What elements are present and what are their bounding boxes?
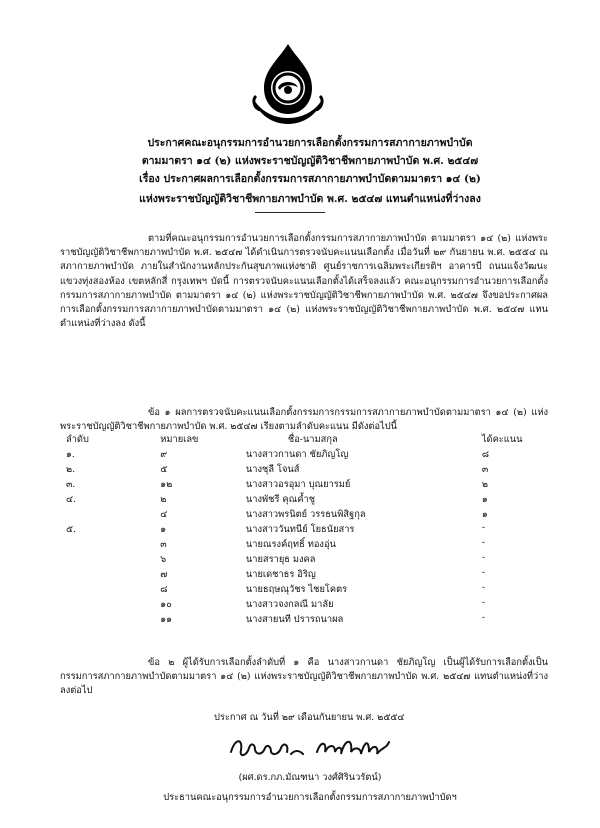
name-cell: นางสาวพรนิตย์ วรรธนพิสิฐกุล — [245, 509, 366, 520]
number-cell: ๖ — [160, 554, 167, 565]
announcement-subject-cont: แห่งพระราชบัญญัติวิชาชีพกายภาพบำบัด พ.ศ. ๒๕๔๗ แทนตำแหน่งที่ว่างลง — [139, 193, 481, 205]
name-cell: นายธฤษณุวัชร ไชยโคตร — [245, 584, 348, 595]
signer-title: ประธานคณะอนุกรรมการอำนวยการเลือกตั้งกรรมการสภากายภาพบำบัดฯ — [163, 792, 457, 803]
number-cell: ๑๐ — [160, 599, 172, 610]
table-row — [60, 537, 550, 552]
number-cell: ๗ — [160, 569, 168, 580]
table-row — [60, 567, 550, 582]
votes-cell: ๑ — [481, 494, 488, 505]
title-divider — [255, 212, 325, 213]
rank-cell: ๑. — [66, 449, 75, 460]
announcement-date: ประกาศ ณ วันที่ ๒๙ เดือนกันยายน พ.ศ. ๒๕๕๔ — [214, 712, 405, 723]
table-row — [60, 552, 550, 567]
number-cell: ๑๒ — [160, 479, 173, 490]
rank-cell — [60, 612, 136, 627]
number-cell: ๑๑ — [160, 614, 173, 625]
votes-cell: ๑ — [481, 509, 488, 520]
name-cell: นางพัชรี คุณค้ำชู — [245, 494, 316, 505]
number-cell: ๑ — [160, 524, 167, 535]
votes-cell: ๒ — [481, 479, 489, 490]
votes-cell: - — [481, 567, 486, 578]
results-table — [60, 432, 550, 627]
rank-cell: ๔. — [66, 494, 76, 505]
header-number: หมายเลข — [160, 434, 199, 445]
table-row — [60, 582, 550, 597]
votes-cell: - — [481, 552, 486, 563]
clause-1-paragraph: ข้อ ๑ ผลการตรวจนับคะแนนเลือกตั้งกรรมการกรรมการสภากายภาพบำบัดตามมาตรา ๑๔ (๒) แห่งพระราชบัญญัติวิชาชีพกายภาพบำบัด พ.ศ. ๒๕๔๗ เรียงตามลำดับคะแนน มีดังต่อไปนี้ — [60, 407, 548, 433]
votes-cell: ๓ — [481, 464, 489, 475]
header-name: ชื่อ-นามสกุล — [287, 434, 338, 445]
table-row — [60, 447, 550, 462]
name-cell: นางสาววันทนีย์ โยธนัยสาร — [245, 524, 355, 535]
header-rank: ลำดับ — [66, 434, 89, 445]
rank-cell — [60, 537, 136, 552]
announcement-authority: ตามมาตรา ๑๔ (๒) แห่งพระราชบัญญัติวิชาชีพกายภาพบำบัด พ.ศ. ๒๕๔๗ — [141, 155, 479, 167]
table-row — [60, 612, 550, 627]
rank-cell — [60, 597, 136, 612]
rank-cell: ๓. — [66, 479, 76, 490]
votes-cell: - — [481, 582, 486, 593]
number-cell: ๘ — [160, 584, 168, 595]
rank-cell — [60, 552, 136, 567]
rank-cell — [60, 507, 136, 522]
table-row — [60, 597, 550, 612]
number-cell: ๔ — [160, 509, 168, 520]
handwritten-signature — [225, 730, 395, 764]
announcement-title: ประกาศคณะอนุกรรมการอำนวยการเลือกตั้งกรรมการสภากายภาพบำบัด — [147, 137, 473, 149]
intro-paragraph: ตามที่คณะอนุกรรมการอำนวยการเลือกตั้งกรรมการสภากายภาพบำบัด ตามมาตรา ๑๔ (๒) แห่งพระราชบัญญัติวิชาชีพกายภาพบำบัด พ.ศ. ๒๕๔๗ ได้ดำเนินการตรวจนับคะแนนเลือกตั้ง เมื่อวันที่ ๒๙ กันยายน พ.ศ. ๒๕๕๔ ณ สภากายภาพบำบัด ภายในสำนักงานหลักประกันสุขภาพแห่งชาติ ศูนย์ราชการเฉลิมพระเกียรติฯ อาคารบี ถนนแจ้งวัฒนะ แขวงทุ่งสองห้อง เขตหลักสี่ กรุงเทพฯ บัดนี้ การตรวจนับคะแนนเลือกตั้งได้เสร็จลงแล้ว คณะอนุกรรมการอำนวยการเลือกตั้งกรรมการสภากายภาพบำบัด ตามมาตรา ๑๔ (๒) แห่งพระราชบัญญัติวิชาชีพกายภาพบำบัด พ.ศ. ๒๕๔๗ จึงขอประกาศผลการเลือกตั้งกรรมการสภากายภาพบำบัดตามมาตรา ๑๔ (๒) แห่งพระราชบัญญัติวิชาชีพกายภาพบำบัด พ.ศ. ๒๕๔๗ แทนตำแหน่งที่ว่างลง ดังนี้ — [60, 233, 548, 330]
announcement-subject: เรื่อง ประกาศผลการเลือกตั้งกรรมการสภากายภาพบำบัดตามมาตรา ๑๔ (๒) — [139, 173, 481, 185]
votes-cell: - — [481, 537, 486, 548]
name-cell: นางสาวจงกลณี มาลัย — [245, 599, 334, 610]
name-cell: นางสาวอรอุมา บุณยารมย์ — [245, 479, 351, 490]
number-cell: ๙ — [160, 449, 168, 460]
table-row — [60, 477, 550, 492]
rank-cell: ๒. — [66, 464, 76, 475]
rank-cell — [60, 567, 136, 582]
table-row — [60, 492, 550, 507]
number-cell: ๓ — [160, 539, 167, 550]
name-cell: นายเดชาธร อิริญ — [245, 569, 316, 580]
number-cell: ๕ — [160, 464, 168, 475]
table-row — [60, 507, 550, 522]
header-votes: ได้คะแนน — [481, 434, 523, 445]
name-cell: นางสายนที ปรารถนาผล — [245, 614, 344, 625]
rank-cell: ๕. — [66, 524, 76, 535]
name-cell: นางสาวกานดา ชัยภิญโญ — [245, 449, 349, 460]
results-header-row — [60, 432, 550, 447]
signer-name: (ผศ.ดร.กภ.มัณฑนา วงศ์ศิรินวรัตน์) — [238, 772, 382, 783]
name-cell: นางชุลี โจนส์ — [245, 464, 300, 475]
number-cell: ๒ — [160, 494, 167, 505]
votes-cell: - — [481, 612, 486, 623]
votes-cell: - — [481, 597, 486, 608]
table-row — [60, 462, 550, 477]
clause-2-paragraph: ข้อ ๒ ผู้ได้รับการเลือกตั้งลำดับที่ ๑ คือ นางสาวกานดา ชัยภิญโญ เป็นผู้ได้รับการเลือกตั้งเป็นกรรมการสภากายภาพบำบัดตามมาตรา ๑๔ (๒) แห่งพระราชบัญญัติวิชาชีพกายภาพบำบัด พ.ศ. ๒๕๔๗ แทนตำแหน่งที่ว่างลงต่อไป — [60, 657, 548, 697]
table-row — [60, 522, 550, 537]
votes-cell: ๘ — [481, 449, 490, 460]
votes-cell: - — [481, 522, 486, 533]
rank-cell — [60, 582, 136, 597]
name-cell: นายสรายุธ มงคล — [245, 554, 316, 565]
name-cell: นายณรงค์ฤทธิ์ ทองอุ่น — [245, 539, 336, 550]
council-emblem — [248, 40, 328, 128]
